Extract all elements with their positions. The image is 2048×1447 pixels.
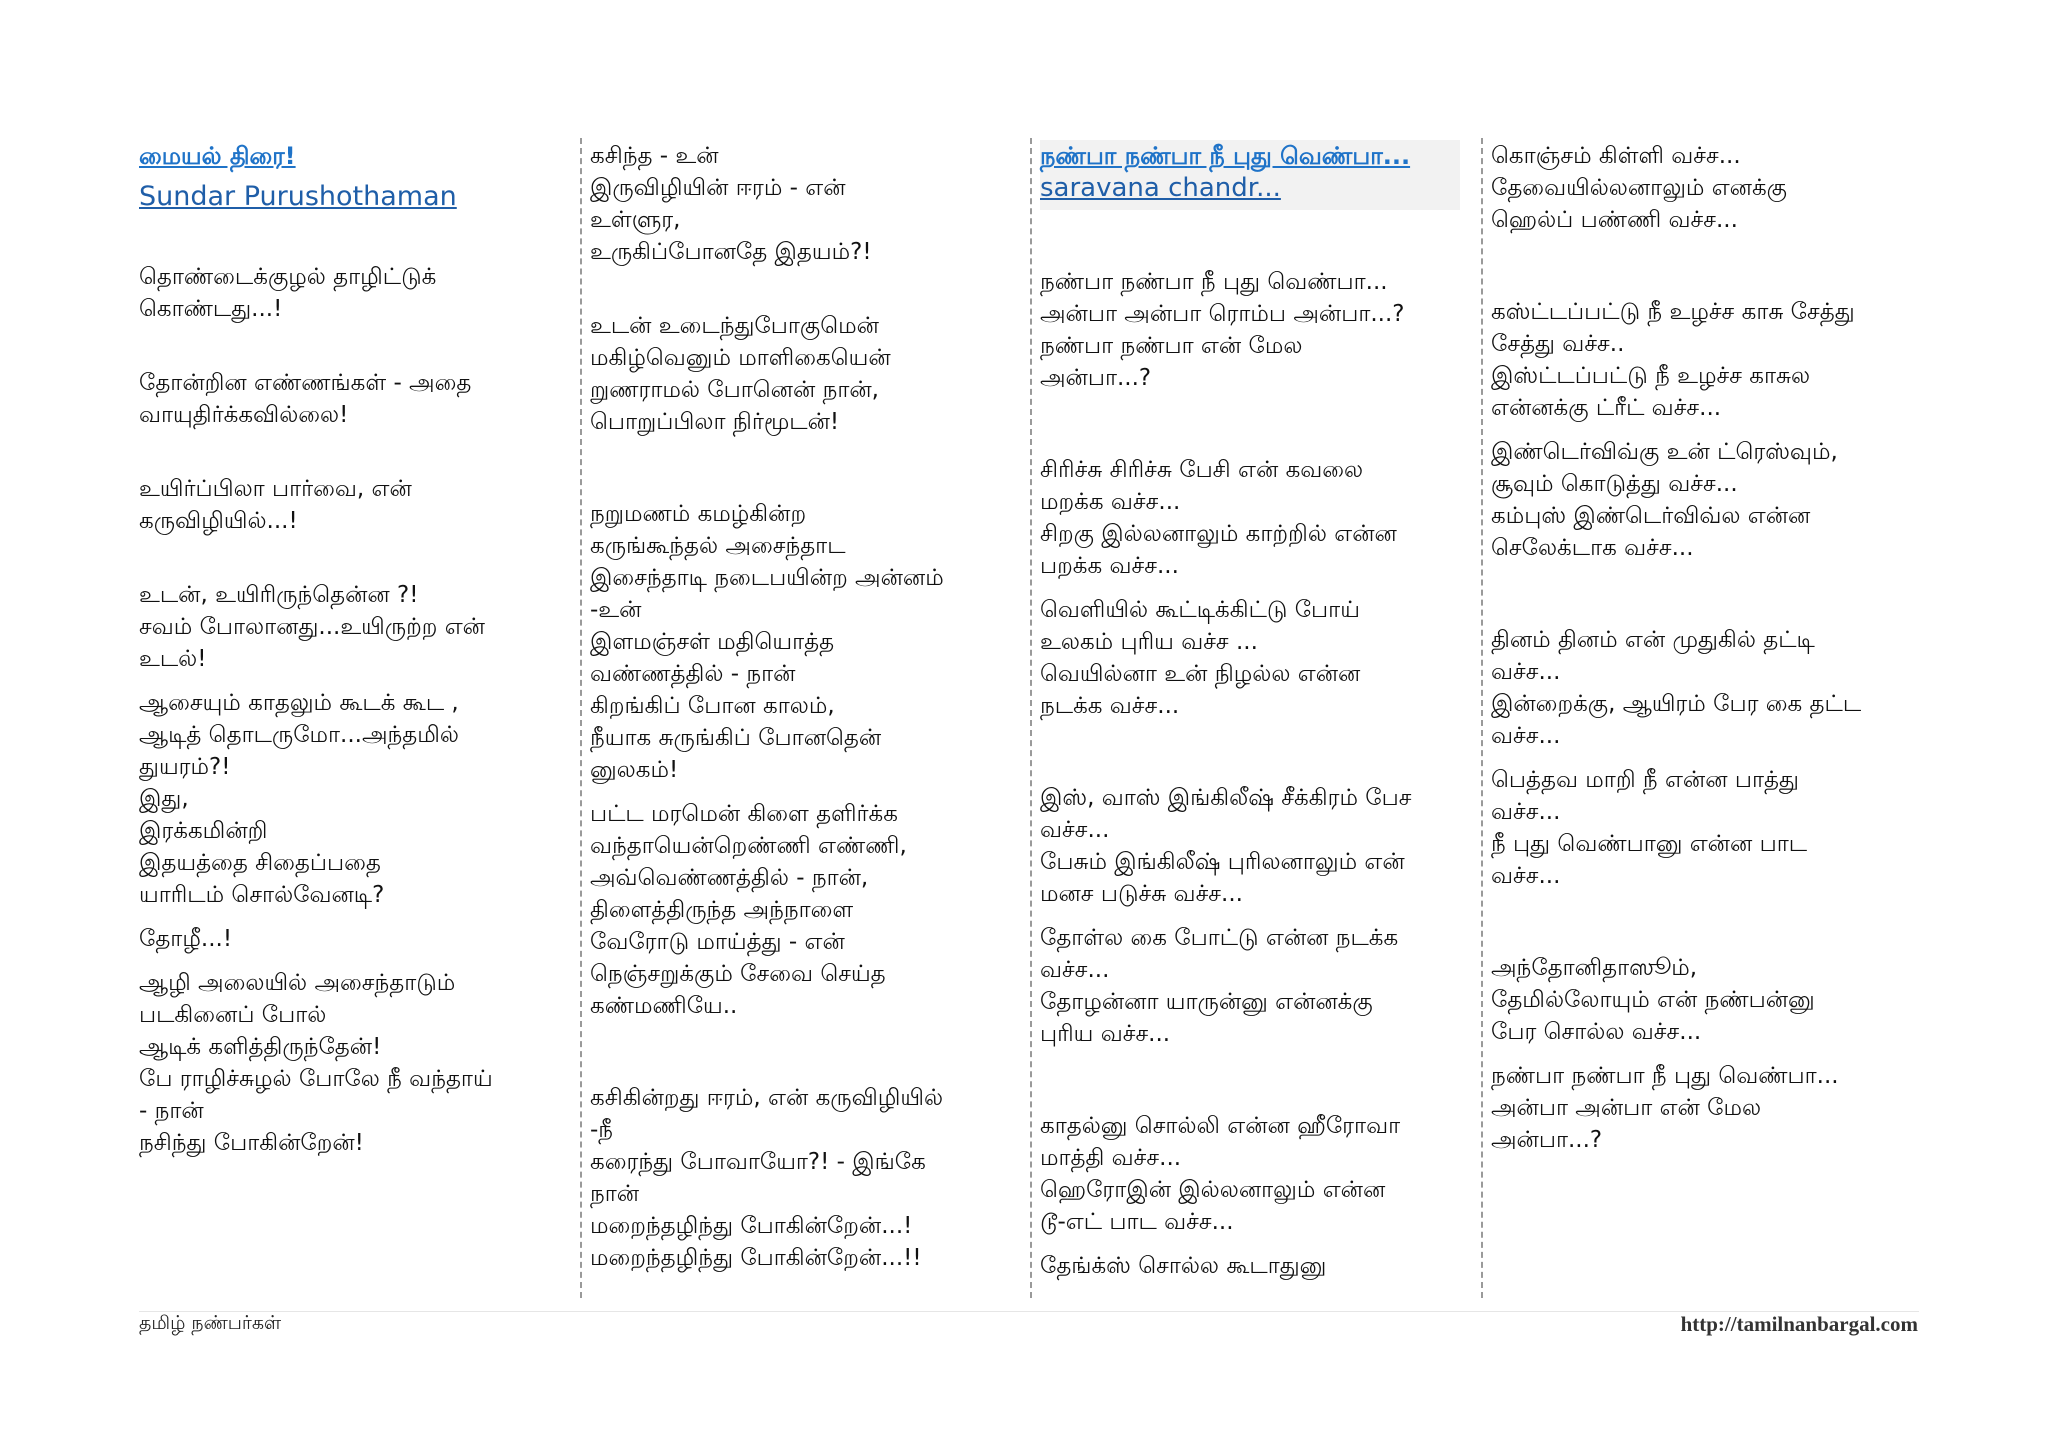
poem-line: பே ராழிச்சுழல் போலே நீ வந்தாய் [139,1066,493,1092]
poem-line: தோழன்னா யாருன்னு என்னக்கு [1040,989,1373,1015]
poem-line: வச்ச... [1491,723,1561,749]
poem-line: அன்பா அன்பா என் மேல [1491,1095,1762,1121]
stanza [1040,922,1460,1050]
poem-column-4 [1491,140,1911,1156]
poem-line: கசிகின்றது ஈரம், என் கருவிழியில் [590,1085,944,1111]
stanza [1491,1060,1911,1156]
poem-line: வண்ணத்தில் - நான் [590,661,796,687]
poem-column-1 [139,140,559,1159]
stanza [139,261,559,325]
poem-title-link[interactable]: மையல் திரை! [139,142,296,170]
poem-line: இதயத்தை சிதைப்பதை [139,850,381,876]
stanza [139,923,559,955]
stanza [590,140,1010,268]
poem-line: நான் [590,1181,640,1207]
poem-line: கருவிழியில்...! [139,508,298,534]
poem-line: மகிழ்வெனும் மாளிகையென் [590,345,891,371]
poem-line: வச்ச... [1491,863,1561,889]
poem-line: அவ்வெண்ணத்தில் - நான், [590,865,869,891]
footer-divider [139,1311,1919,1312]
poem-line: தேமில்லோயும் என் நண்பன்னு [1491,987,1815,1013]
poem-line: மாத்தி வச்ச... [1040,1145,1182,1171]
poem-line: நண்பா நண்பா நீ புது வெண்பா... [1491,1063,1839,1089]
poem-column-3 [1040,140,1460,1282]
stanza [1040,1110,1460,1238]
poem-line: திளைத்திருந்த அந்நாளை [590,897,854,923]
poem-line: சூவும் கொடுத்து வச்ச... [1491,471,1738,497]
poem-line: நெஞ்சறுக்கும் சேவை செய்த [590,961,886,987]
poem-line: டூ-எட் பாட வச்ச... [1040,1209,1234,1235]
poem-line: உள்ளுர, [590,207,681,233]
poem-line: உருகிப்போனதே இதயம்?! [590,239,872,265]
poem-line: ஆடித் தொடருமோ...அந்தமில் [139,722,460,748]
poem-line: இன்றைக்கு, ஆயிரம் பேர கை தட்ட [1491,691,1862,717]
stanza [590,498,1010,786]
poem-line: உடன், உயிரிருந்தென்ன ?! [139,582,419,608]
poem-header [1040,140,1460,210]
poem-line: படகினைப் போல் [139,1002,327,1028]
poem-line: புரிய வச்ச... [1040,1021,1171,1047]
poem-line: உடன் உடைந்துபோகுமென் [590,313,879,339]
poem-line: வச்ச... [1040,817,1110,843]
stanza [1491,436,1911,564]
poem-line: தொண்டைக்குழல் தாழிட்டுக் [139,264,437,290]
poem-line: என்னக்கு ட்ரீட் வச்ச... [1491,395,1722,421]
poem-line: கஸ்ட்டப்பட்டு நீ உழச்ச காசு சேத்து [1491,299,1855,325]
poem-line: மறைந்தழிந்து போகின்றேன்...! [590,1213,913,1239]
poem-line: பொறுப்பிலா நிர்மூடன்! [590,409,840,435]
poem-line: உலகம் புரிய வச்ச ... [1040,629,1258,655]
poem-line: வெளியில் கூட்டிக்கிட்டு போய் [1040,597,1360,623]
stanza [1491,624,1911,752]
poem-line: வேரோடு மாய்த்து - என் [590,929,845,955]
poem-line: தினம் தினம் என் முதுகில் தட்டி [1491,627,1815,653]
poem-line: வாயுதிர்க்கவில்லை! [139,402,349,428]
poem-line: உடல்! [139,646,207,672]
poem-line: அன்பா...? [1040,365,1152,391]
poem-line: நண்பா நண்பா என் மேல [1040,333,1303,359]
poem-line: இளமஞ்சள் மதியொத்த [590,629,835,655]
poem-line: உயிர்ப்பிலா பார்வை, என் [139,476,412,502]
poem-line: தேவையில்லனாலும் எனக்கு [1491,175,1787,201]
poem-line: மனச படுச்சு வச்ச... [1040,881,1243,907]
poem-line: நீயாக சுருங்கிப் போனதென் [590,725,882,751]
poem-line: நீ புது வெண்பானு என்ன பாட [1491,831,1808,857]
stanza [590,310,1010,438]
poem-line: கம்புஸ் இண்டெர்விவ்ல என்ன [1491,503,1811,529]
stanza [139,473,559,537]
poem-line: - நான் [139,1098,204,1124]
poem-line: வந்தாயென்றெண்ணி எண்ணி, [590,833,907,859]
stanza [1040,594,1460,722]
poem-line: மறக்க வச்ச... [1040,489,1181,515]
author-link[interactable]: Sundar Purushothaman [139,181,457,212]
poem-line: அன்பா அன்பா ரொம்ப அன்பா...? [1040,301,1405,327]
poem-line: பறக்க வச்ச... [1040,553,1179,579]
poem-line: ஹெல்ப் பண்ணி வச்ச... [1491,207,1738,233]
poem-line: இருவிழியின் ஈரம் - என் [590,175,846,201]
author-link[interactable]: saravana chandr... [1040,173,1281,203]
footer-site-url[interactable]: http://tamilnanbargal.com [1680,1312,1918,1336]
stanza [590,798,1010,1022]
stanza [139,579,559,675]
poem-line: சேத்து வச்ச.. [1491,331,1625,357]
poem-line: பட்ட மரமென் கிளை தளிர்க்க [590,801,898,827]
poem-line: காதல்னு சொல்லி என்ன ஹீரோவா [1040,1113,1401,1139]
poem-line: தோன்றின எண்ணங்கள் - அதை [139,370,472,396]
stanza [1491,140,1911,236]
poem-line: கொண்டது...! [139,296,283,322]
poem-line: கொஞ்சம் கிள்ளி வச்ச... [1491,143,1741,169]
stanza [590,1082,1010,1274]
poem-line: வச்ச... [1491,799,1561,825]
column-divider-3 [1481,138,1483,1298]
poem-line: கசிந்த - உன் [590,143,719,169]
poem-line: துயரம்?! [139,754,231,780]
poem-line: தோழீ...! [139,926,233,952]
poem-line: நண்பா நண்பா நீ புது வெண்பா... [1040,269,1388,295]
poem-line: யாரிடம் சொல்வேனடி? [139,882,385,908]
stanza [139,367,559,431]
footer-site-name: தமிழ் நண்பர்கள் [139,1312,282,1334]
poem-line: கண்மணியே.. [590,993,738,1019]
poem-line: சிரிச்சு சிரிச்சு பேசி என் கவலை [1040,457,1364,483]
stanza [1491,296,1911,424]
poem-line: பெத்தவ மாறி நீ என்ன பாத்து [1491,767,1799,793]
poem-line: அன்பா...? [1491,1127,1603,1153]
poem-line: நறுமணம் கமழ்கின்ற [590,501,807,527]
stanza [1491,952,1911,1048]
poem-line: னுலகம்! [590,757,679,783]
stanza [1040,1250,1460,1282]
poem-line: நடக்க வச்ச... [1040,693,1180,719]
poem-line: வச்ச... [1040,957,1110,983]
poem-line: வச்ச... [1491,659,1561,685]
poem-line: பேசும் இங்கிலீஷ் புரிலனாலும் என் [1040,849,1405,875]
poem-line: ஆடிக் களித்திருந்தேன்! [139,1034,382,1060]
column-divider-1 [580,138,582,1298]
poem-line: இரக்கமின்றி [139,818,268,844]
poem-line: சிறகு இல்லனாலும் காற்றில் என்ன [1040,521,1397,547]
poem-line: கருங்கூந்தல் அசைந்தாட [590,533,846,559]
poem-line: சவம் போலானது...உயிருற்ற என் [139,614,485,640]
poem-line: நசிந்து போகின்றேன்! [139,1130,364,1156]
stanza [139,687,559,911]
stanza [1491,764,1911,892]
poem-line: வெயில்னா உன் நிழல்ல என்ன [1040,661,1361,687]
poem-line: ஆசையும் காதலும் கூடக் கூட , [139,690,459,716]
stanza [1040,782,1460,910]
poem-line: இண்டெர்விவ்கு உன் ட்ரெஸ்வும், [1491,439,1838,465]
poem-line: -உன் [590,597,642,623]
stanza [139,967,559,1159]
poem-line: றுணராமல் போனென் நான், [590,377,879,403]
poem-line: செலேக்டாக வச்ச... [1491,535,1694,561]
poem-line: -நீ [590,1117,614,1143]
poem-line: மறைந்தழிந்து போகின்றேன்...!! [590,1245,922,1271]
poem-line: கிறங்கிப் போன காலம், [590,693,835,719]
stanza [1040,454,1460,582]
poem-column-2 [590,140,1010,1274]
poem-line: கரைந்து போவாயோ?! - இங்கே [590,1149,926,1175]
poem-line: ஹெரோஇன் இல்லனாலும் என்ன [1040,1177,1386,1203]
column-divider-2 [1030,138,1032,1298]
poem-line: தேங்க்ஸ் சொல்ல கூடாதுனு [1040,1253,1327,1279]
poem-line: இஸ்ட்டப்பட்டு நீ உழச்ச காசுல [1491,363,1811,389]
poem-line: அந்தோனிதாஸூம், [1491,955,1698,981]
poem-line: இசைந்தாடி நடைபயின்ற அன்னம் [590,565,944,591]
poem-line: ஆழி அலையில் அசைந்தாடும் [139,970,456,996]
poem-line: இஸ், வாஸ் இங்கிலீஷ் சீக்கிரம் பேச [1040,785,1412,811]
stanza [1040,266,1460,394]
poem-title-link[interactable]: நண்பா நண்பா நீ புது வெண்பா... [1040,142,1411,170]
poem-line: இது, [139,786,189,812]
poem-line: பேர சொல்ல வச்ச... [1491,1019,1702,1045]
poem-line: தோள்ல கை போட்டு என்ன நடக்க [1040,925,1399,951]
